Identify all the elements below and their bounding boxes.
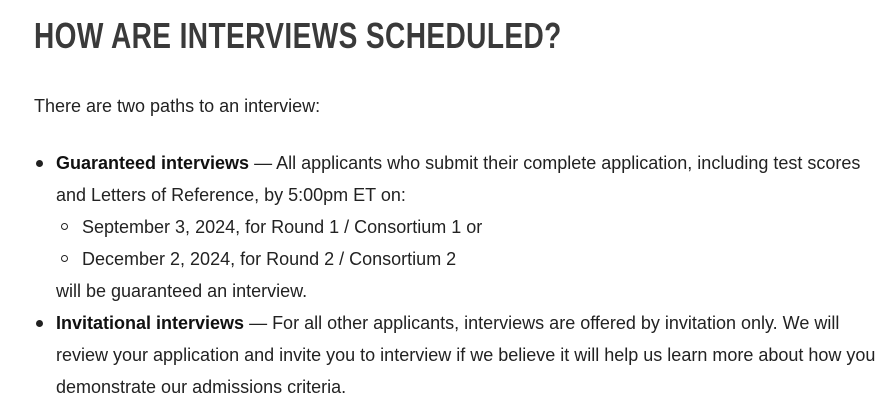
list-item-deadline-round-2	[56, 243, 884, 275]
path-conclusion: will be guaranteed an interview.	[56, 281, 308, 301]
path-term: Invitational interviews	[56, 313, 245, 333]
deadline-dates-list	[56, 211, 884, 275]
page-title: HOW ARE INTERVIEWS SCHEDULED?	[34, 15, 562, 56]
bullet-icon	[36, 160, 43, 167]
deadline-date: September 3, 2024, for Round 1 / Consortium 1 or	[82, 217, 483, 237]
path-term: Guaranteed interviews	[56, 153, 250, 173]
bullet-icon	[36, 320, 43, 327]
list-item-guaranteed-interviews	[34, 147, 884, 307]
interview-paths-list	[34, 147, 884, 403]
content-section	[34, 0, 884, 397]
list-item-invitational-interviews	[34, 307, 884, 403]
path-description: — All applicants who submit their complete application, including test scores and Letters of Reference, by 5:00pm ET on:	[56, 153, 861, 205]
intro-text: There are two paths to an interview:	[34, 96, 321, 116]
circle-bullet-icon	[61, 255, 68, 262]
deadline-date: December 2, 2024, for Round 2 / Consortium 2	[82, 249, 457, 269]
path-description: — For all other applicants, interviews are offered by invitation only. We will review your application and invite you to interview if we believe it will help us learn more about how you demonstrate our admissions criteria.	[56, 313, 876, 397]
list-item-deadline-round-1	[56, 211, 884, 243]
circle-bullet-icon	[61, 223, 68, 230]
